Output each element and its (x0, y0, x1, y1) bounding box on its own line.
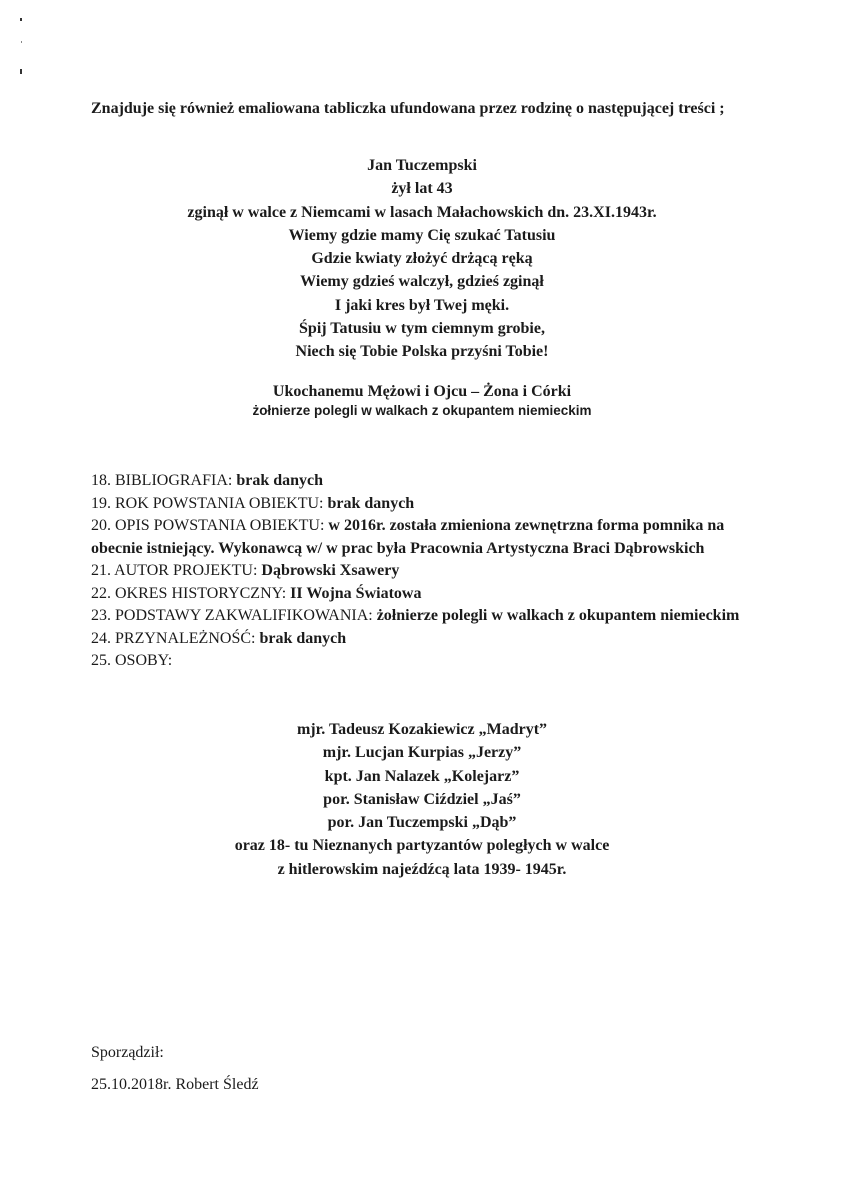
record-fields (91, 470, 761, 673)
field-label: 25. OSOBY: (91, 652, 173, 669)
person-entry: kpt. Jan Nalazek „Kolejarz” (324, 767, 520, 785)
field-label: 21. AUTOR PROJEKTU: (91, 562, 262, 579)
field-bibliography (91, 470, 761, 493)
scan-speck (20, 18, 22, 21)
date-and-author: 25.10.2018r. Robert Śledź (91, 1076, 259, 1093)
person-entry: mjr. Lucjan Kurpias „Jerzy” (322, 744, 522, 762)
person-entry: oraz 18- tu Nieznanych partyzantów poległych w walce (234, 837, 610, 855)
field-value: II Wojna Światowa (290, 584, 422, 602)
field-persons (91, 650, 761, 673)
person-entry: mjr. Tadeusz Kozakiewicz „Madryt” (296, 721, 548, 738)
intro-paragraph: Znajduje się również emaliowana tabliczka ufundowana przez rodzinę o następującej treści ; (91, 100, 725, 117)
field-value: Dąbrowski Xsawery (261, 562, 400, 579)
plaque-line: Wiemy gdzieś walczył, gdzieś zginął (300, 273, 544, 291)
field-label: 20. OPIS POWSTANIA OBIEKTU: (91, 517, 329, 534)
field-project-author (91, 560, 761, 583)
field-value: brak danych (236, 472, 324, 489)
field-qualification-basis (91, 605, 761, 628)
person-entry: por. Stanisław Ciździel „Jaś” (323, 790, 521, 808)
field-label: 24. PRZYNALEŻNOŚĆ: (91, 629, 260, 647)
person-entry: por. Jan Tuczempski „Dąb” (327, 814, 517, 832)
plaque-line: Śpij Tatusiu w tym ciemnym grobie, (299, 320, 545, 338)
field-value: brak danych (327, 494, 415, 512)
plaque-line: Wiemy gdzie mamy Cię szukać Tatusiu (288, 226, 556, 244)
persons-list (0, 718, 844, 881)
field-year-created (91, 493, 761, 516)
plaque-inscription (0, 154, 844, 364)
plaque-line: Gdzie kwiaty złożyć drżącą ręką (311, 250, 533, 268)
scan-speck (21, 41, 22, 43)
prepared-by-label: Sporządził: (91, 1044, 164, 1061)
plaque-line: żył lat 43 (391, 180, 453, 198)
field-label: 23. PODSTAWY ZAKWALIFIKOWANIA: (91, 607, 377, 624)
field-historical-period (91, 583, 761, 606)
field-value: brak danych (259, 629, 347, 647)
category-subline: żołnierze polegli w walkach z okupantem niemieckim (252, 403, 592, 418)
field-value: żołnierze polegli w walkach z okupantem niemieckim (376, 607, 740, 624)
field-label: 22. OKRES HISTORYCZNY: (91, 584, 291, 602)
field-label: 18. BIBLIOGRAFIA: (91, 472, 237, 489)
plaque-line: I jaki kres był Twej męki. (334, 296, 510, 314)
field-value: w 2016r. została zmieniona zewnętrzna forma pomnika na obecnie istniejący. Wykonawcą w/ w prac była Pracownia Artystyczna Braci Dąbrowskich (91, 517, 725, 557)
person-entry: z hitlerowskim najeźdźcą lata 1939- 1945r. (277, 860, 567, 878)
field-affiliation (91, 628, 761, 651)
dedication-line: Ukochanemu Mężowi i Ojcu – Żona i Córki (272, 383, 572, 400)
plaque-line: zginął w walce z Niemcami w lasach Małachowskich dn. 23.XI.1943r. (187, 203, 657, 221)
plaque-line: Jan Tuczempski (367, 157, 477, 174)
field-creation-description (91, 515, 761, 560)
scan-speck (20, 69, 22, 74)
plaque-line: Niech się Tobie Polska przyśni Tobie! (295, 343, 549, 361)
field-label: 19. ROK POWSTANIA OBIEKTU: (91, 494, 328, 512)
